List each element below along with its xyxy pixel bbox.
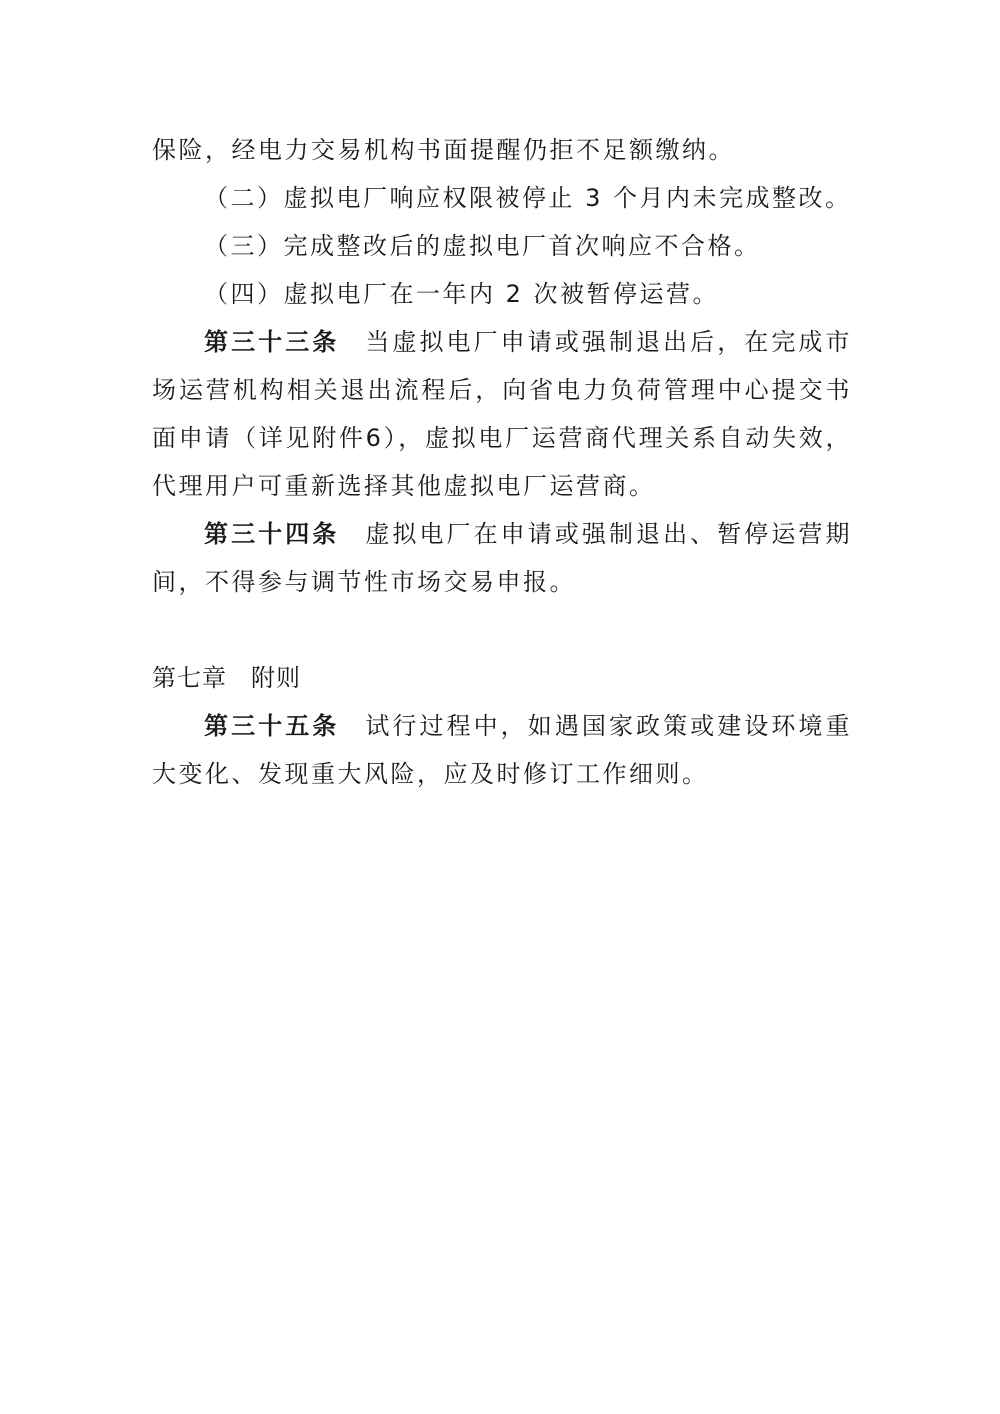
article-text: 试行过程中，如遇国家政策或建设环境重大变化、发现重大风险，应及时修订工作细则。: [152, 712, 853, 788]
article-34: [152, 510, 852, 606]
chapter-title: 附则: [251, 664, 301, 692]
article-text: 虚拟电厂在申请或强制退出、暂停运营期间，不得参与调节性市场交易申报。: [152, 520, 853, 596]
list-item: （二）虚拟电厂响应权限被停止 3 个月内未完成整改。: [204, 184, 852, 212]
chapter-number: 第七章: [152, 664, 227, 692]
document-body: [152, 126, 852, 798]
article-number: 第三十五条: [204, 712, 340, 740]
article-number: 第三十三条: [204, 328, 340, 356]
article-33: [152, 318, 852, 510]
chapter-heading: [152, 654, 852, 702]
article-number: 第三十四条: [204, 520, 340, 548]
list-item: （四）虚拟电厂在一年内 2 次被暂停运营。: [204, 280, 720, 308]
article-text: 当虚拟电厂申请或强制退出后，在完成市场运营机构相关退出流程后，向省电力负荷管理中心提交书面申请（详见附件6），虚拟电厂运营商代理关系自动失效，代理用户可重新选择其他虚拟电厂运营商。: [152, 328, 853, 500]
article-35: [152, 702, 852, 798]
list-item: （三）完成整改后的虚拟电厂首次响应不合格。: [204, 232, 761, 260]
continuation-paragraph: 保险，经电力交易机构书面提醒仍拒不足额缴纳。: [152, 136, 735, 164]
